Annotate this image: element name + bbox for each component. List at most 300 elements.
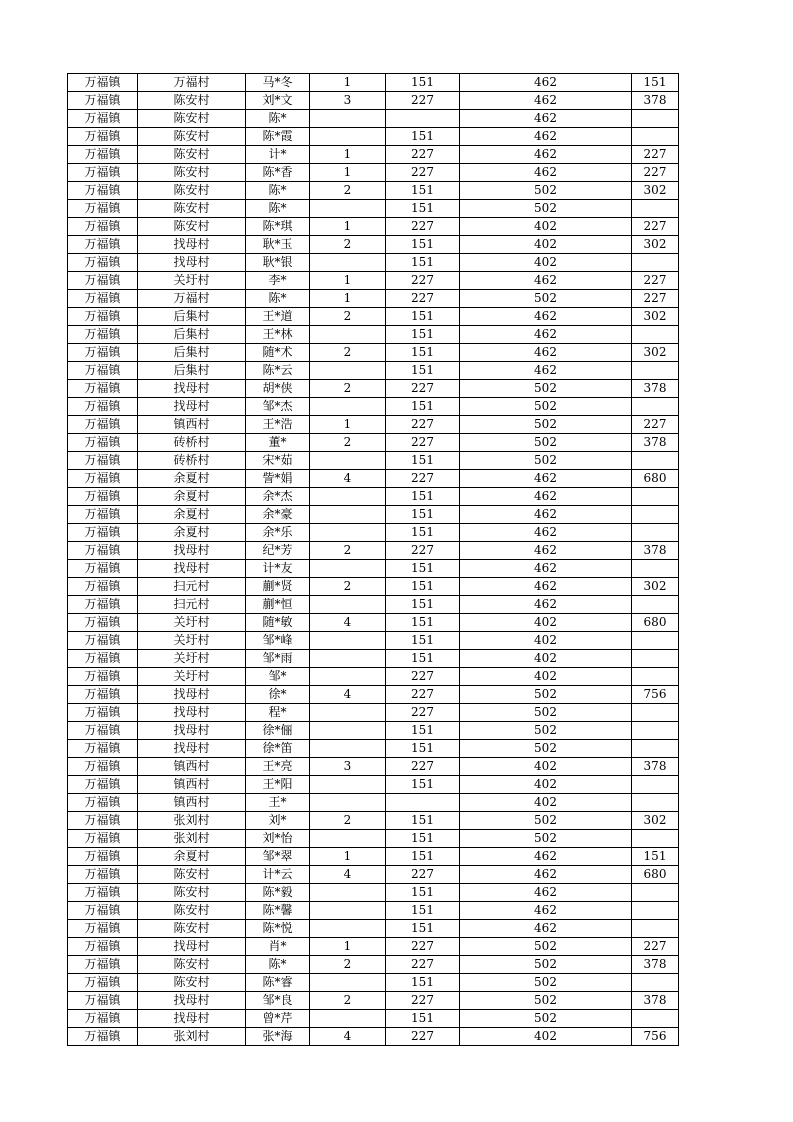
name-cell: 陈*云 <box>246 362 310 380</box>
amount-a-cell: 151 <box>386 452 460 470</box>
total-cell: 227 <box>632 938 679 956</box>
household-count-cell <box>310 128 386 146</box>
town-cell: 万福镇 <box>68 470 138 488</box>
table-body <box>68 74 679 1046</box>
table-row <box>68 506 679 524</box>
name-cell: 陈*馨 <box>246 902 310 920</box>
amount-b-cell: 502 <box>460 992 632 1010</box>
table-row <box>68 308 679 326</box>
village-cell: 陈安村 <box>138 92 246 110</box>
amount-b-cell: 462 <box>460 326 632 344</box>
amount-a-cell: 151 <box>386 200 460 218</box>
town-cell: 万福镇 <box>68 254 138 272</box>
town-cell: 万福镇 <box>68 74 138 92</box>
amount-a-cell: 227 <box>386 956 460 974</box>
town-cell: 万福镇 <box>68 596 138 614</box>
amount-a-cell: 151 <box>386 362 460 380</box>
name-cell: 陈* <box>246 110 310 128</box>
amount-b-cell: 402 <box>460 614 632 632</box>
town-cell: 万福镇 <box>68 884 138 902</box>
household-count-cell <box>310 254 386 272</box>
table-row <box>68 920 679 938</box>
table-row <box>68 722 679 740</box>
household-count-cell: 2 <box>310 380 386 398</box>
table-row <box>68 290 679 308</box>
amount-b-cell: 502 <box>460 740 632 758</box>
town-cell: 万福镇 <box>68 794 138 812</box>
village-cell: 找母村 <box>138 1010 246 1028</box>
table-row <box>68 344 679 362</box>
total-cell <box>632 920 679 938</box>
village-cell: 砖桥村 <box>138 452 246 470</box>
table-row <box>68 452 679 470</box>
name-cell: 蒯*恒 <box>246 596 310 614</box>
amount-a-cell: 227 <box>386 380 460 398</box>
amount-a-cell: 227 <box>386 992 460 1010</box>
amount-b-cell: 502 <box>460 434 632 452</box>
table-row <box>68 470 679 488</box>
total-cell: 756 <box>632 1028 679 1046</box>
household-count-cell: 1 <box>310 164 386 182</box>
amount-a-cell: 227 <box>386 1028 460 1046</box>
amount-a-cell: 151 <box>386 488 460 506</box>
amount-b-cell: 462 <box>460 74 632 92</box>
amount-a-cell: 151 <box>386 524 460 542</box>
amount-a-cell: 151 <box>386 398 460 416</box>
total-cell <box>632 200 679 218</box>
name-cell: 耿*银 <box>246 254 310 272</box>
household-count-cell <box>310 794 386 812</box>
name-cell: 邹*峰 <box>246 632 310 650</box>
household-count-cell <box>310 200 386 218</box>
household-count-cell <box>310 524 386 542</box>
table-row <box>68 866 679 884</box>
table-row <box>68 884 679 902</box>
amount-b-cell: 462 <box>460 596 632 614</box>
amount-b-cell: 462 <box>460 92 632 110</box>
amount-b-cell: 462 <box>460 128 632 146</box>
name-cell: 刘*怡 <box>246 830 310 848</box>
amount-b-cell: 462 <box>460 164 632 182</box>
table-row <box>68 272 679 290</box>
household-count-cell <box>310 362 386 380</box>
village-cell: 余夏村 <box>138 524 246 542</box>
total-cell <box>632 254 679 272</box>
village-cell: 扫元村 <box>138 596 246 614</box>
amount-a-cell: 227 <box>386 758 460 776</box>
total-cell: 756 <box>632 686 679 704</box>
town-cell: 万福镇 <box>68 776 138 794</box>
table-row <box>68 74 679 92</box>
total-cell <box>632 110 679 128</box>
name-cell: 徐*俪 <box>246 722 310 740</box>
village-cell: 陈安村 <box>138 920 246 938</box>
name-cell: 王*浩 <box>246 416 310 434</box>
town-cell: 万福镇 <box>68 1028 138 1046</box>
town-cell: 万福镇 <box>68 686 138 704</box>
household-count-cell <box>310 110 386 128</box>
name-cell: 蒯*贤 <box>246 578 310 596</box>
amount-b-cell: 402 <box>460 236 632 254</box>
household-count-cell: 1 <box>310 272 386 290</box>
town-cell: 万福镇 <box>68 758 138 776</box>
total-cell: 378 <box>632 758 679 776</box>
town-cell: 万福镇 <box>68 938 138 956</box>
household-count-cell <box>310 398 386 416</box>
village-cell: 陈安村 <box>138 182 246 200</box>
amount-a-cell: 151 <box>386 974 460 992</box>
name-cell: 余*杰 <box>246 488 310 506</box>
amount-b-cell: 502 <box>460 290 632 308</box>
total-cell: 302 <box>632 308 679 326</box>
total-cell <box>632 668 679 686</box>
household-count-cell: 2 <box>310 542 386 560</box>
amount-b-cell: 402 <box>460 758 632 776</box>
household-count-cell <box>310 596 386 614</box>
amount-b-cell: 462 <box>460 146 632 164</box>
name-cell: 王* <box>246 794 310 812</box>
amount-b-cell: 502 <box>460 722 632 740</box>
village-cell: 余夏村 <box>138 470 246 488</box>
household-count-cell <box>310 920 386 938</box>
table-row <box>68 776 679 794</box>
town-cell: 万福镇 <box>68 362 138 380</box>
amount-a-cell: 151 <box>386 740 460 758</box>
amount-a-cell: 227 <box>386 218 460 236</box>
household-count-cell: 2 <box>310 236 386 254</box>
name-cell: 计*云 <box>246 866 310 884</box>
table-row <box>68 794 679 812</box>
amount-a-cell: 227 <box>386 146 460 164</box>
name-cell: 徐* <box>246 686 310 704</box>
table-row <box>68 938 679 956</box>
village-cell: 陈安村 <box>138 146 246 164</box>
table-row <box>68 1010 679 1028</box>
village-cell: 找母村 <box>138 542 246 560</box>
village-cell: 找母村 <box>138 992 246 1010</box>
town-cell: 万福镇 <box>68 308 138 326</box>
amount-b-cell: 502 <box>460 380 632 398</box>
village-cell: 关圩村 <box>138 632 246 650</box>
total-cell: 302 <box>632 812 679 830</box>
town-cell: 万福镇 <box>68 182 138 200</box>
name-cell: 王*林 <box>246 326 310 344</box>
town-cell: 万福镇 <box>68 704 138 722</box>
data-table <box>67 73 679 1046</box>
amount-b-cell: 502 <box>460 974 632 992</box>
town-cell: 万福镇 <box>68 146 138 164</box>
household-count-cell: 4 <box>310 614 386 632</box>
table-row <box>68 758 679 776</box>
village-cell: 找母村 <box>138 236 246 254</box>
household-count-cell: 2 <box>310 812 386 830</box>
amount-b-cell: 402 <box>460 632 632 650</box>
table-row <box>68 902 679 920</box>
amount-a-cell: 151 <box>386 902 460 920</box>
amount-b-cell: 402 <box>460 794 632 812</box>
town-cell: 万福镇 <box>68 236 138 254</box>
amount-a-cell: 151 <box>386 344 460 362</box>
total-cell: 227 <box>632 290 679 308</box>
amount-b-cell: 462 <box>460 488 632 506</box>
amount-a-cell: 151 <box>386 614 460 632</box>
household-count-cell <box>310 488 386 506</box>
household-count-cell: 4 <box>310 866 386 884</box>
total-cell <box>632 398 679 416</box>
table-row <box>68 578 679 596</box>
town-cell: 万福镇 <box>68 722 138 740</box>
amount-b-cell: 462 <box>460 110 632 128</box>
amount-a-cell: 151 <box>386 884 460 902</box>
total-cell: 227 <box>632 416 679 434</box>
amount-a-cell: 227 <box>386 668 460 686</box>
name-cell: 陈*霞 <box>246 128 310 146</box>
total-cell: 680 <box>632 866 679 884</box>
amount-a-cell: 151 <box>386 596 460 614</box>
household-count-cell: 1 <box>310 938 386 956</box>
household-count-cell: 3 <box>310 92 386 110</box>
total-cell: 227 <box>632 164 679 182</box>
total-cell <box>632 452 679 470</box>
amount-b-cell: 502 <box>460 452 632 470</box>
amount-a-cell: 151 <box>386 848 460 866</box>
total-cell <box>632 506 679 524</box>
household-count-cell <box>310 650 386 668</box>
amount-a-cell: 151 <box>386 326 460 344</box>
amount-b-cell: 462 <box>460 884 632 902</box>
village-cell: 陈安村 <box>138 200 246 218</box>
table-row <box>68 632 679 650</box>
name-cell: 纪*芳 <box>246 542 310 560</box>
town-cell: 万福镇 <box>68 128 138 146</box>
town-cell: 万福镇 <box>68 920 138 938</box>
name-cell: 王*亮 <box>246 758 310 776</box>
household-count-cell: 2 <box>310 992 386 1010</box>
amount-a-cell: 151 <box>386 308 460 326</box>
name-cell: 随*敏 <box>246 614 310 632</box>
table-row <box>68 704 679 722</box>
town-cell: 万福镇 <box>68 830 138 848</box>
amount-b-cell: 402 <box>460 776 632 794</box>
household-count-cell <box>310 668 386 686</box>
amount-a-cell: 227 <box>386 290 460 308</box>
total-cell <box>632 632 679 650</box>
amount-a-cell: 227 <box>386 542 460 560</box>
village-cell: 关圩村 <box>138 272 246 290</box>
village-cell: 镇西村 <box>138 794 246 812</box>
village-cell: 找母村 <box>138 722 246 740</box>
village-cell: 关圩村 <box>138 668 246 686</box>
total-cell <box>632 974 679 992</box>
total-cell <box>632 722 679 740</box>
village-cell: 找母村 <box>138 560 246 578</box>
total-cell <box>632 650 679 668</box>
town-cell: 万福镇 <box>68 578 138 596</box>
town-cell: 万福镇 <box>68 542 138 560</box>
village-cell: 陈安村 <box>138 902 246 920</box>
total-cell: 378 <box>632 380 679 398</box>
town-cell: 万福镇 <box>68 740 138 758</box>
total-cell: 302 <box>632 182 679 200</box>
amount-b-cell: 502 <box>460 182 632 200</box>
town-cell: 万福镇 <box>68 992 138 1010</box>
name-cell: 陈*毅 <box>246 884 310 902</box>
name-cell: 张*海 <box>246 1028 310 1046</box>
total-cell <box>632 830 679 848</box>
name-cell: 计*友 <box>246 560 310 578</box>
household-count-cell: 2 <box>310 308 386 326</box>
town-cell: 万福镇 <box>68 272 138 290</box>
town-cell: 万福镇 <box>68 848 138 866</box>
amount-a-cell <box>386 794 460 812</box>
town-cell: 万福镇 <box>68 434 138 452</box>
total-cell: 151 <box>632 74 679 92</box>
amount-a-cell: 151 <box>386 254 460 272</box>
amount-b-cell: 402 <box>460 254 632 272</box>
table-row <box>68 488 679 506</box>
total-cell: 378 <box>632 434 679 452</box>
village-cell: 陈安村 <box>138 956 246 974</box>
amount-b-cell: 402 <box>460 1028 632 1046</box>
household-count-cell: 1 <box>310 848 386 866</box>
total-cell <box>632 596 679 614</box>
town-cell: 万福镇 <box>68 812 138 830</box>
town-cell: 万福镇 <box>68 398 138 416</box>
village-cell: 陈安村 <box>138 218 246 236</box>
amount-a-cell <box>386 110 460 128</box>
amount-b-cell: 502 <box>460 686 632 704</box>
town-cell: 万福镇 <box>68 326 138 344</box>
town-cell: 万福镇 <box>68 110 138 128</box>
total-cell <box>632 524 679 542</box>
total-cell: 378 <box>632 92 679 110</box>
household-count-cell: 1 <box>310 416 386 434</box>
table-row <box>68 200 679 218</box>
village-cell: 扫元村 <box>138 578 246 596</box>
total-cell <box>632 488 679 506</box>
amount-b-cell: 462 <box>460 848 632 866</box>
table-row <box>68 812 679 830</box>
table-row <box>68 524 679 542</box>
name-cell: 董* <box>246 434 310 452</box>
household-count-cell <box>310 902 386 920</box>
table-row <box>68 614 679 632</box>
amount-a-cell: 151 <box>386 812 460 830</box>
table-row <box>68 146 679 164</box>
table-row <box>68 110 679 128</box>
village-cell: 找母村 <box>138 686 246 704</box>
table-row <box>68 92 679 110</box>
town-cell: 万福镇 <box>68 200 138 218</box>
total-cell: 680 <box>632 614 679 632</box>
town-cell: 万福镇 <box>68 614 138 632</box>
village-cell: 镇西村 <box>138 758 246 776</box>
amount-a-cell: 151 <box>386 578 460 596</box>
village-cell: 找母村 <box>138 380 246 398</box>
village-cell: 镇西村 <box>138 776 246 794</box>
household-count-cell: 2 <box>310 434 386 452</box>
town-cell: 万福镇 <box>68 866 138 884</box>
village-cell: 陈安村 <box>138 128 246 146</box>
village-cell: 张刘村 <box>138 812 246 830</box>
amount-b-cell: 462 <box>460 470 632 488</box>
name-cell: 余*豪 <box>246 506 310 524</box>
total-cell: 680 <box>632 470 679 488</box>
household-count-cell <box>310 560 386 578</box>
amount-a-cell: 227 <box>386 434 460 452</box>
table-row <box>68 164 679 182</box>
table-row <box>68 434 679 452</box>
table-row <box>68 956 679 974</box>
amount-a-cell: 227 <box>386 164 460 182</box>
village-cell: 陈安村 <box>138 110 246 128</box>
total-cell: 302 <box>632 344 679 362</box>
amount-a-cell: 227 <box>386 704 460 722</box>
table-row <box>68 182 679 200</box>
table-row <box>68 992 679 1010</box>
total-cell <box>632 362 679 380</box>
village-cell: 关圩村 <box>138 650 246 668</box>
amount-a-cell: 151 <box>386 1010 460 1028</box>
amount-a-cell: 151 <box>386 632 460 650</box>
town-cell: 万福镇 <box>68 650 138 668</box>
town-cell: 万福镇 <box>68 902 138 920</box>
village-cell: 陈安村 <box>138 884 246 902</box>
household-count-cell <box>310 830 386 848</box>
amount-b-cell: 462 <box>460 902 632 920</box>
village-cell: 后集村 <box>138 308 246 326</box>
name-cell: 肖* <box>246 938 310 956</box>
amount-b-cell: 502 <box>460 812 632 830</box>
total-cell <box>632 326 679 344</box>
total-cell <box>632 1010 679 1028</box>
name-cell: 邹*良 <box>246 992 310 1010</box>
amount-b-cell: 462 <box>460 578 632 596</box>
table-row <box>68 416 679 434</box>
amount-b-cell: 462 <box>460 506 632 524</box>
town-cell: 万福镇 <box>68 1010 138 1028</box>
name-cell: 王*道 <box>246 308 310 326</box>
name-cell: 陈* <box>246 182 310 200</box>
village-cell: 陈安村 <box>138 164 246 182</box>
table-row <box>68 398 679 416</box>
amount-a-cell: 151 <box>386 236 460 254</box>
amount-a-cell: 151 <box>386 650 460 668</box>
amount-b-cell: 462 <box>460 308 632 326</box>
name-cell: 刘* <box>246 812 310 830</box>
town-cell: 万福镇 <box>68 974 138 992</box>
village-cell: 找母村 <box>138 254 246 272</box>
amount-b-cell: 502 <box>460 830 632 848</box>
household-count-cell <box>310 452 386 470</box>
amount-b-cell: 462 <box>460 920 632 938</box>
table-row <box>68 974 679 992</box>
amount-b-cell: 502 <box>460 398 632 416</box>
amount-a-cell: 151 <box>386 182 460 200</box>
household-count-cell: 2 <box>310 956 386 974</box>
amount-a-cell: 227 <box>386 686 460 704</box>
name-cell: 程* <box>246 704 310 722</box>
village-cell: 张刘村 <box>138 830 246 848</box>
total-cell: 378 <box>632 992 679 1010</box>
amount-b-cell: 462 <box>460 362 632 380</box>
household-count-cell <box>310 776 386 794</box>
amount-a-cell: 151 <box>386 74 460 92</box>
name-cell: 邹*翠 <box>246 848 310 866</box>
amount-b-cell: 502 <box>460 1010 632 1028</box>
total-cell: 227 <box>632 272 679 290</box>
town-cell: 万福镇 <box>68 380 138 398</box>
